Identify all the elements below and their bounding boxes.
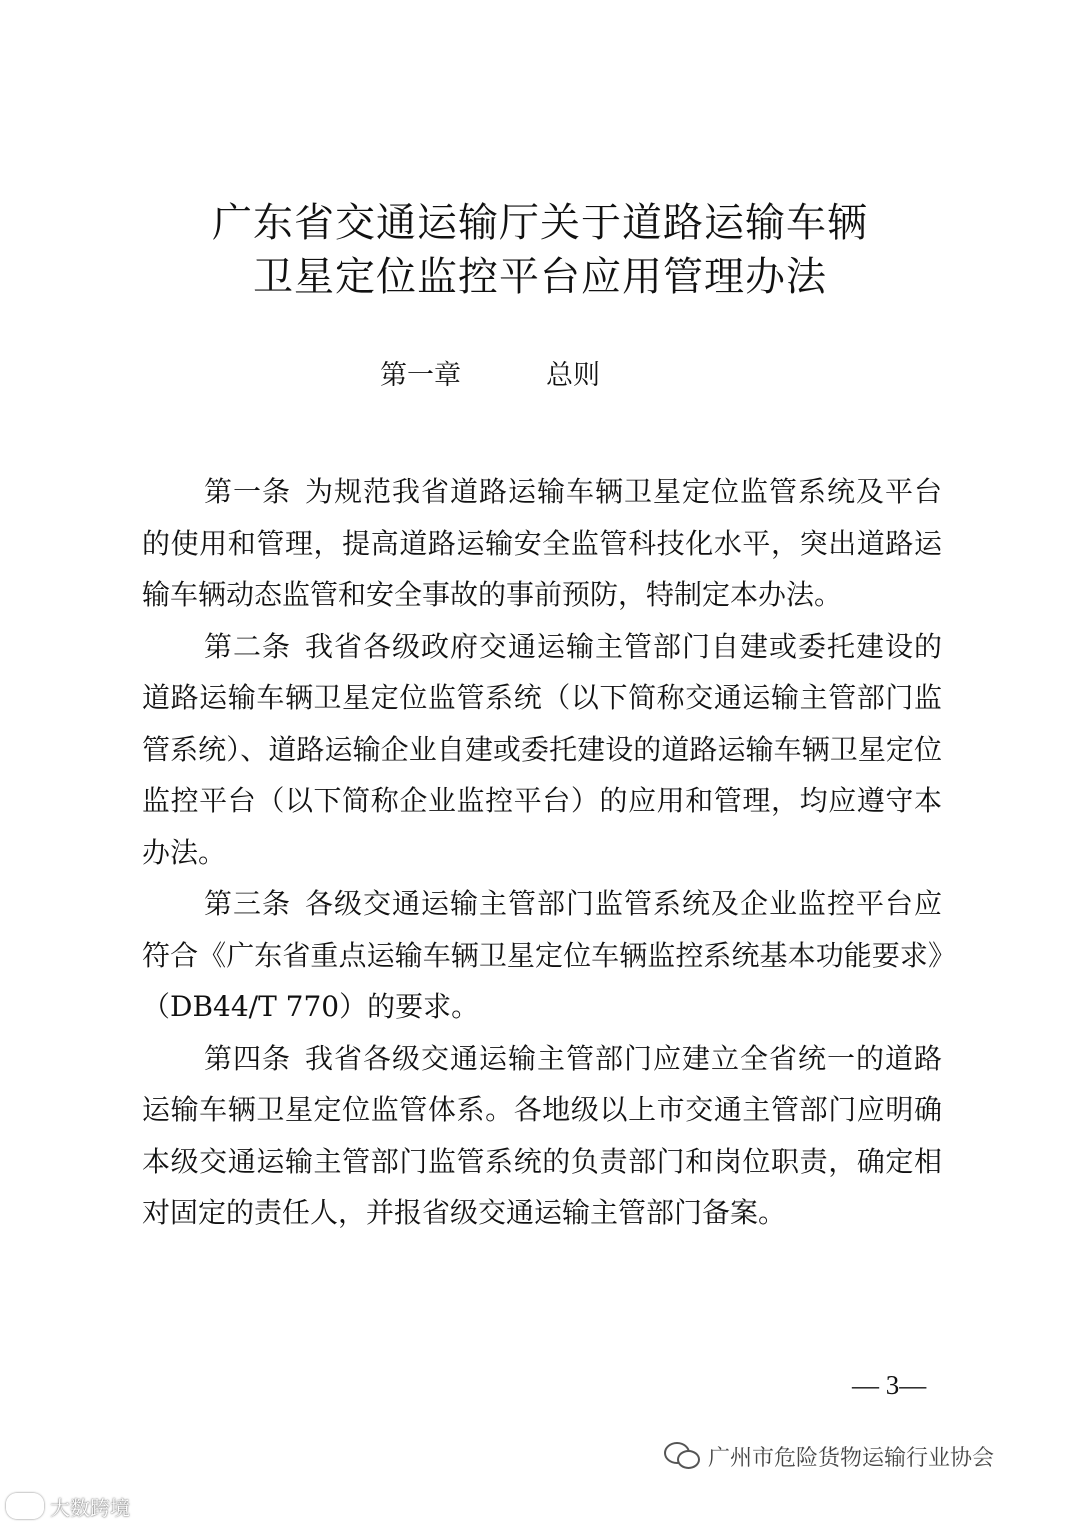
- wechat-icon: [664, 1442, 702, 1470]
- article-number: 第一条: [204, 475, 291, 508]
- chapter-name: 总则: [546, 360, 600, 391]
- page-number: — 3—: [852, 1370, 927, 1400]
- wechat-account-name: 广州市危险货物运输行业协会: [708, 1445, 995, 1471]
- document-title-line-1: 广东省交通运输厅关于道路运输车辆: [212, 200, 868, 246]
- site-watermark: [6, 1491, 130, 1521]
- document-body: [142, 466, 942, 1239]
- document-title-line-2: 卫星定位监控平台应用管理办法: [253, 254, 827, 300]
- article-text: 我省各级政府交通运输主管部门自建或委托建设的道路运输车辆卫星定位监管系统（以下简称交通运输主管部门监管系统）、道路运输企业自建或委托建设的道路运输车辆卫星定位监控平台（以下简称企业监控平台）的应用和管理，均应遵守本办法。: [142, 629, 942, 869]
- article-text: 为规范我省道路运输车辆卫星定位监管系统及平台的使用和管理，提高道路运输安全监管科技化水平，突出道路运输车辆动态监管和安全事故的事前预防，特制定本办法。: [142, 475, 942, 611]
- chapter-number: 第一章: [380, 360, 461, 391]
- article-2: [142, 621, 942, 879]
- logo-icon: [6, 1493, 44, 1519]
- article-number: 第二条: [204, 629, 291, 663]
- article-number: 第四条: [204, 1041, 291, 1075]
- article-3: [142, 878, 942, 1033]
- article-4: [142, 1033, 942, 1239]
- article-text: 各级交通运输主管部门监管系统及企业监控平台应符合《广东省重点运输车辆卫星定位车辆监控系统基本功能要求》（DB44/T 770）的要求。: [142, 887, 942, 1023]
- wechat-watermark: [664, 1438, 994, 1474]
- article-text: 我省各级交通运输主管部门应建立全省统一的道路运输车辆卫星定位监管体系。各地级以上市交通主管部门应明确本级交通运输主管部门监管系统的负责部门和岗位职责，确定相对固定的责任人，并报省级交通运输主管部门备案。: [142, 1041, 942, 1229]
- article-1: [142, 466, 942, 621]
- article-number: 第三条: [204, 887, 291, 920]
- site-watermark-text: 大数跨境: [50, 1495, 130, 1520]
